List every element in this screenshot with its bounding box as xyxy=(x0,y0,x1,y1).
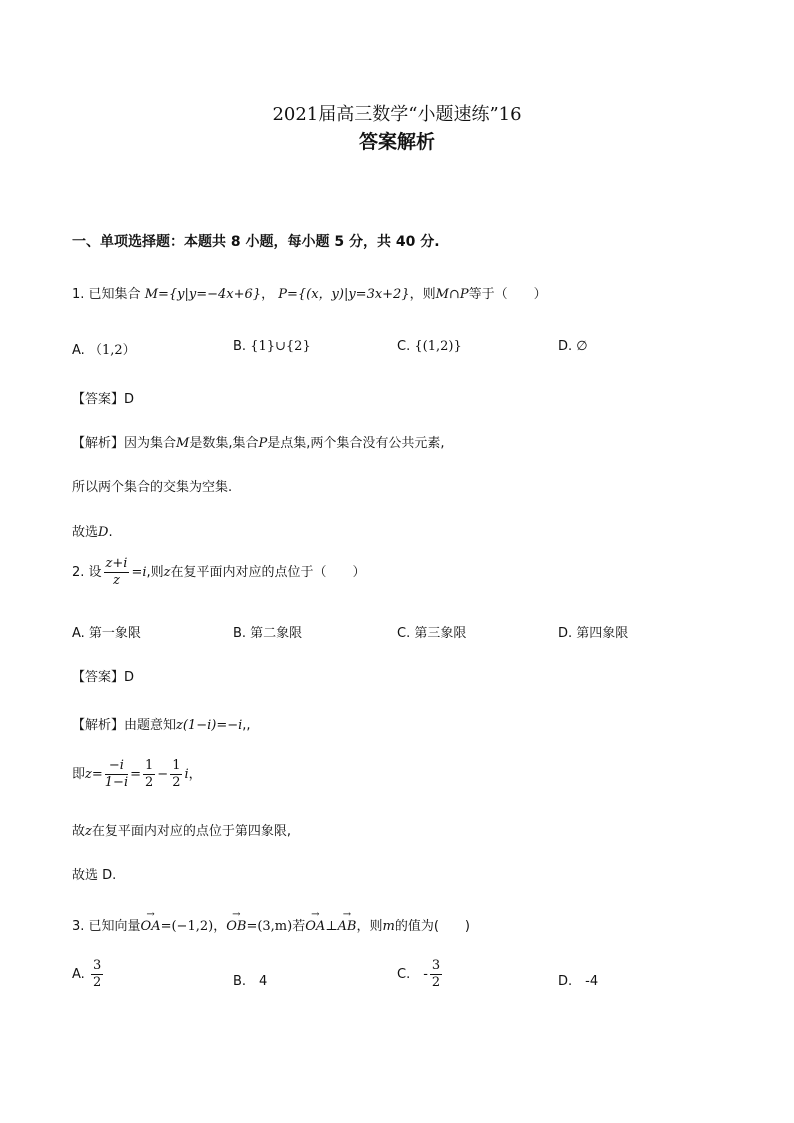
q3-sep: ， xyxy=(213,919,227,934)
q2-fraction-3-denominator: 2 xyxy=(172,775,181,790)
q2-analysis-1-expr: z(1−i)=−i xyxy=(176,718,243,733)
q2-analysis-2-pre: 即 xyxy=(72,767,86,782)
q1-suffix: 等于（ ） xyxy=(468,287,547,302)
q1-analysis-3 xyxy=(72,521,113,540)
q2-fraction-1-numerator: −i xyxy=(105,758,128,775)
q2-analysis-2-eq2: = xyxy=(130,767,142,782)
q3-vector-oa-value: =(−1,2) xyxy=(160,919,214,934)
q1-option-b-label: B. xyxy=(233,339,247,354)
q1-option-c-text: {(1,2)} xyxy=(414,339,462,354)
q1-tail: ，则 xyxy=(409,287,436,302)
q3-option-c[interactable] xyxy=(397,958,444,991)
q2-analysis-2-minus: − xyxy=(157,767,169,782)
q2-equals: =i xyxy=(131,565,147,580)
q1-analysis-2: 所以两个集合的交集为空集. xyxy=(72,480,233,495)
question-1 xyxy=(72,283,547,302)
q2-fraction-1 xyxy=(105,758,128,791)
q2-fraction-1-denominator: 1−i xyxy=(104,775,129,790)
q1-analysis-1-mid: 是数集,集合 xyxy=(189,436,259,451)
q1-option-a-label: A. xyxy=(72,343,85,358)
q1-option-d-text: ∅ xyxy=(576,339,588,354)
q1-prefix: 1. 已知集合 xyxy=(72,287,141,302)
q3-option-c-label: C. - xyxy=(397,967,428,982)
q3-suffix: 的值为( ) xyxy=(394,919,470,934)
q3-option-c-fraction xyxy=(430,958,442,991)
q1-analysis-1-post: 是点集,两个集合没有公共元素, xyxy=(267,436,445,451)
q3-option-a-denominator: 2 xyxy=(92,975,102,990)
q1-analysis-3-pre: 故选 xyxy=(72,525,99,540)
q1-answer: 【答案】D xyxy=(72,392,135,407)
q2-analysis-1-pre: 【解析】由题意知 xyxy=(72,718,177,733)
q2-analysis-2-i: i xyxy=(184,767,189,782)
q2-analysis-3-pre: 故 xyxy=(72,824,86,839)
q1-set-p: P={(x，y)|y=3x+2} xyxy=(278,287,410,302)
q1-analysis-1 xyxy=(72,432,444,451)
document-title: 2021届高三数学“小题速练”16 xyxy=(272,104,522,125)
q2-z: z xyxy=(163,565,171,580)
q3-prefix: 3. 已知向量 xyxy=(72,919,141,934)
q2-answer: 【答案】D xyxy=(72,670,135,685)
q1-expr: M∩P xyxy=(435,287,469,302)
section-heading: 一、单项选择题：本题共 8 小题，每小题 5 分，共 40 分. xyxy=(72,234,440,250)
q1-option-d-label: D. xyxy=(558,339,573,354)
q1-option-c-label: C. xyxy=(397,339,411,354)
q2-prefix: 2. 设 xyxy=(72,565,102,580)
q3-mid: 若 xyxy=(292,919,306,934)
q3-option-c-numerator: 3 xyxy=(431,958,441,973)
q1-analysis-1-p: P xyxy=(258,436,268,451)
q2-option-d[interactable]: D. 第四象限 xyxy=(558,626,629,641)
q2-analysis-3-post: 在复平面内对应的点位于第四象限, xyxy=(91,824,292,839)
q2-analysis-1 xyxy=(72,714,251,733)
q1-option-a-text: （1,2） xyxy=(88,343,136,358)
q3-option-a-fraction xyxy=(91,958,103,991)
q2-analysis-2-eq1: = xyxy=(91,767,103,782)
q1-analysis-3-post: . xyxy=(108,525,113,540)
q1-analysis-1-pre: 【解析】因为集合 xyxy=(72,436,177,451)
q2-fraction-2-denominator: 2 xyxy=(145,775,154,790)
q2-option-b[interactable]: B. 第二象限 xyxy=(233,626,303,641)
q1-set-m: M={y|y=−4x+6} xyxy=(144,287,262,302)
q1-option-b[interactable] xyxy=(233,339,311,354)
q3-vector-oa: → OA xyxy=(141,919,161,934)
q3-vector-ob: → OB xyxy=(226,919,246,934)
q2-suffix: 在复平面内对应的点位于（ ） xyxy=(170,565,366,580)
q3-option-b[interactable]: B. 4 xyxy=(233,974,268,989)
q1-analysis-3-d: D xyxy=(98,525,109,540)
q3-vector-oa-2: → OA xyxy=(305,919,325,934)
q2-fraction-denominator: z xyxy=(113,573,120,588)
q2-fraction-2-numerator: 1 xyxy=(145,758,154,773)
q2-analysis-3-z: z xyxy=(85,824,92,839)
q2-fraction-2 xyxy=(143,758,155,791)
q2-analysis-1-post: ,, xyxy=(242,718,251,733)
q1-analysis-1-m: M xyxy=(176,436,190,451)
q2-analysis-4: 故选 D. xyxy=(72,868,117,883)
q2-fraction-numerator: z+i xyxy=(105,556,128,571)
q1-sep: ， xyxy=(261,287,275,302)
q3-option-a[interactable] xyxy=(72,958,105,991)
q1-option-a[interactable] xyxy=(72,339,136,358)
q3-option-a-label: A. xyxy=(72,967,85,982)
q2-mid: ,则 xyxy=(146,565,164,580)
q3-tail: ，则 xyxy=(356,919,383,934)
q3-option-a-numerator: 3 xyxy=(92,958,102,973)
q2-option-c[interactable]: C. 第三象限 xyxy=(397,626,467,641)
q3-vector-ab: → AB xyxy=(338,919,357,934)
question-2 xyxy=(72,556,366,589)
q2-analysis-2-post: ， xyxy=(188,767,202,782)
q2-fraction-3-numerator: 1 xyxy=(172,758,181,773)
q2-option-a[interactable]: A. 第一象限 xyxy=(72,626,141,641)
q2-fraction xyxy=(104,556,130,589)
q2-analysis-3 xyxy=(72,820,291,839)
q3-option-d[interactable]: D. -4 xyxy=(558,974,599,989)
q2-fraction-3 xyxy=(170,758,182,791)
q1-option-d[interactable] xyxy=(558,339,588,354)
question-3 xyxy=(72,915,470,934)
document-subtitle: 答案解析 xyxy=(358,131,435,153)
q2-analysis-2 xyxy=(72,758,202,791)
q3-m: m xyxy=(382,919,395,934)
q3-option-c-denominator: 2 xyxy=(431,975,441,990)
q3-perp: ⊥ xyxy=(325,919,338,934)
q2-analysis-2-z: z xyxy=(85,767,92,782)
q1-option-c[interactable] xyxy=(397,339,462,354)
q3-vector-ob-value: =(3,m) xyxy=(246,919,293,934)
q1-option-b-text: {1}∪{2} xyxy=(250,339,311,354)
